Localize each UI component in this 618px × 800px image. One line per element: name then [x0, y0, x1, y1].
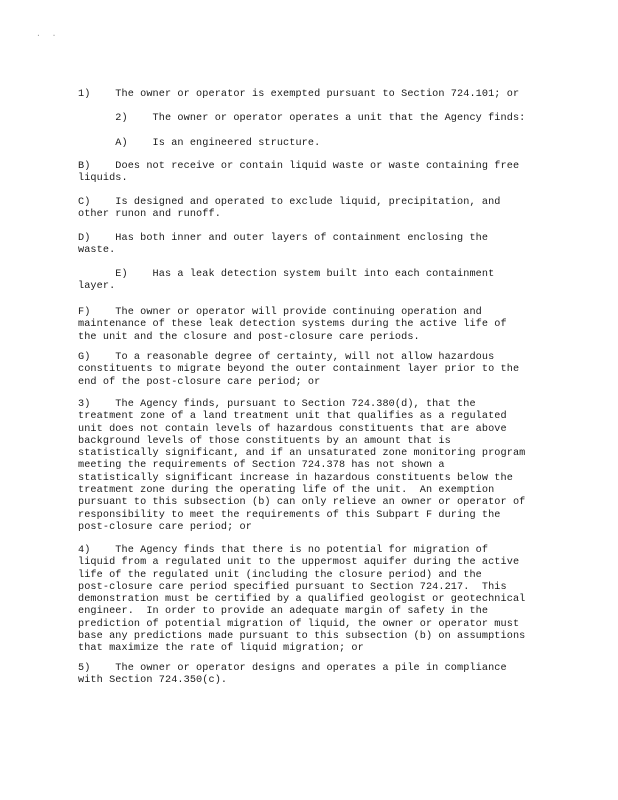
paragraph-g: G) To a reasonable degree of certainty, will not allow hazardous constituents to migrate beyond the outer containment layer prior to the end of the post-closure care period; or: [78, 352, 520, 388]
paragraph-4: 4) The Agency finds that there is no potential for migration of liquid from a regulated unit to the uppermost aquifer during the active life of the regulated unit (including the closure period) and the post-closure care period specified pursuant to Section 724.217. This demonstration must be certified by a qualified geologist or geotechnical engineer. In order to provide an adequate margin of safety in the prediction of potential migration of liquid, the owner or operator must base any predictions made pursuant to this subsection (b) on assumptions that maximize the rate of liquid migration; or: [78, 545, 526, 655]
paragraph-e: E) Has a leak detection system built into each containment layer.: [78, 269, 495, 293]
paragraph-d: D) Has both inner and outer layers of containment enclosing the waste.: [78, 233, 489, 257]
paragraph-3: 3) The Agency finds, pursuant to Section 724.380(d), that the treatment zone of a land treatment unit that qualifies as a regulated unit does not contain levels of hazardous constituents that are above background levels of those constituents by an amount that is statistically significant, and if an unsaturated zone monitoring program meeting the requirements of Section 724.378 has not shown a statistically significant increase in hazardous constituents below the treatment zone during the operating life of the unit. An exemption pursuant to this subsection (b) can only relieve an owner or operator of responsibility to meet the requirements of this Subpart F during the post-closure care period; or: [78, 399, 526, 533]
scan-mark: . .: [36, 30, 60, 39]
paragraph-1: 1) The owner or operator is exempted pursuant to Section 724.101; or: [78, 89, 520, 100]
paragraph-b: B) Does not receive or contain liquid waste or waste containing free liquids.: [78, 161, 520, 185]
paragraph-f: F) The owner or operator will provide continuing operation and maintenance of these leak detection systems during the active life of the unit and the closure and post-closure care periods.: [78, 307, 507, 343]
paragraph-5: 5) The owner or operator designs and operates a pile in compliance with Section 724.350(c).: [78, 663, 507, 687]
paragraph-a: A) Is an engineered structure.: [78, 138, 321, 149]
paragraph-2: 2) The owner or operator operates a unit that the Agency finds:: [78, 113, 526, 124]
paragraph-c: C) Is designed and operated to exclude liquid, precipitation, and other runon and runoff.: [78, 197, 501, 221]
